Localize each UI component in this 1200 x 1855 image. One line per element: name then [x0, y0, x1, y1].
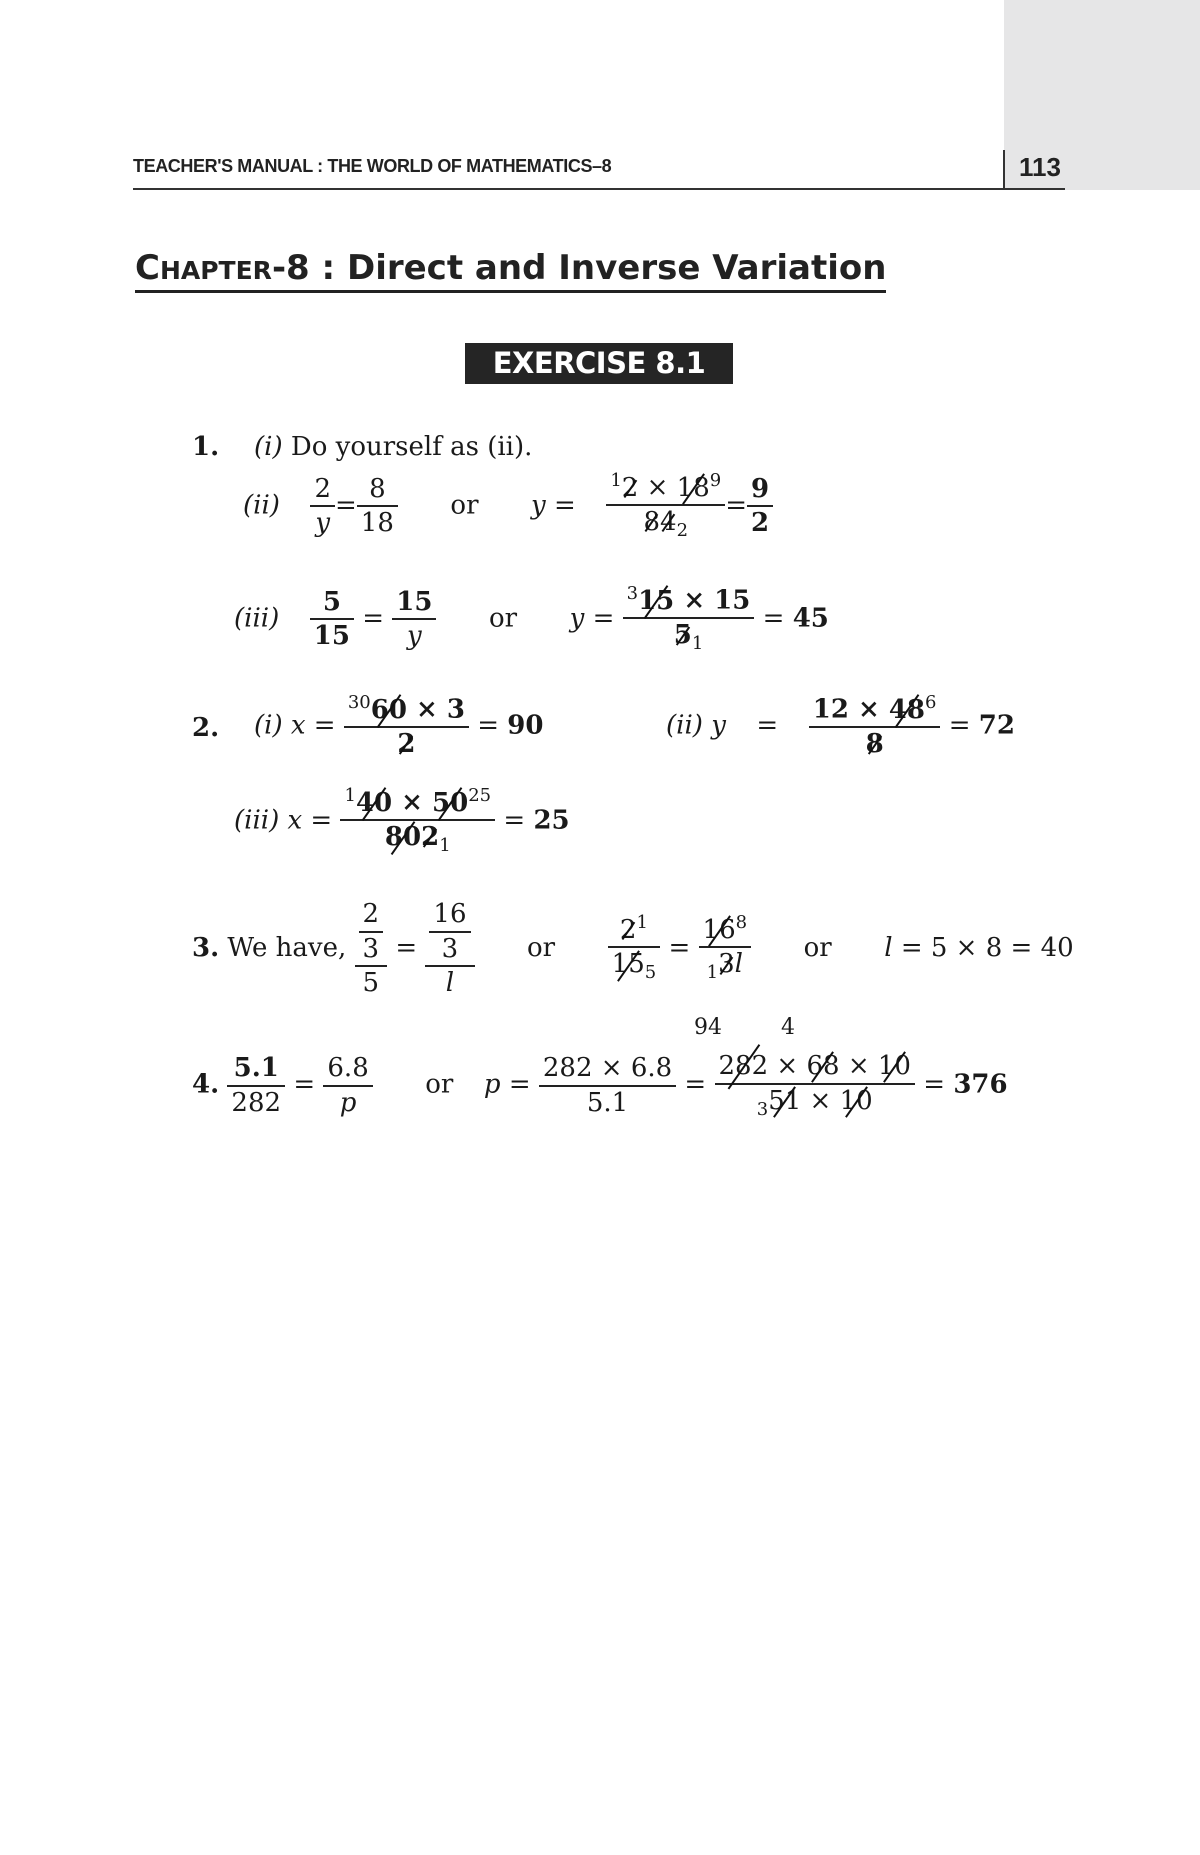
- fraction: $\frac{15}{y}$: [392, 586, 436, 653]
- q1-part-i: [254, 432, 532, 462]
- part-label: (ii): [243, 490, 280, 521]
- cancelled-value: 18: [676, 472, 710, 503]
- question-number-1: 1.: [192, 432, 220, 462]
- q3-line: 3. We have, $\frac{\frac{2}{3}}{5}$ = $\frac{\frac{16}{3}}{l}$ or $\frac{2^1}{15_5}$ = $\frac{16^8}{_13l}$ or l = 5 × 8 = 40: [192, 899, 1074, 998]
- complex-fraction: $\frac{\frac{2}{3}}{5}$: [355, 898, 388, 1000]
- result-value: 90: [507, 710, 544, 741]
- variable: l: [884, 932, 893, 963]
- or-word: or: [450, 490, 479, 521]
- fraction: $\frac{8}{18}$: [357, 473, 398, 540]
- cancel-note: 94: [694, 1015, 722, 1040]
- header-title: TEACHER'S MANUAL : THE WORLD OF MATHEMATICS–8: [133, 156, 612, 176]
- fraction: $\frac{282 \times 68 \times 10}{_351 \times 10}$: [715, 1050, 915, 1121]
- cancelled-value: 2: [421, 822, 440, 853]
- running-header: [133, 150, 1065, 190]
- cancelled-value: 60: [370, 694, 407, 725]
- cancelled-value: 5: [673, 620, 692, 651]
- q1-part-iii: (iii) $\frac{5}{15}$ = $\frac{15}{y}$ or y = $\frac{^315 \times 15}{5_1}$ = 45: [234, 583, 829, 655]
- cancelled-value: 80: [384, 822, 422, 853]
- variable: y: [711, 710, 726, 741]
- cancelled-value: 4: [660, 507, 677, 538]
- variable: y =: [531, 490, 576, 521]
- fraction: $\frac{2}{3}$: [359, 898, 384, 965]
- fraction: $\frac{5}{15}$: [310, 586, 354, 653]
- q2-part-i: (i) x = $\frac{^{30}60 \times 3}{2}$ = 90: [254, 692, 544, 760]
- cancelled-value: 15: [611, 949, 645, 980]
- q1-part-ii: (ii) $\frac{2}{y}$ = $\frac{8}{18}$ or y = $\frac{^12 \times 18^9}{84_2}$ = $\frac{9}{2}$: [243, 470, 773, 543]
- or-word: or: [803, 932, 832, 963]
- q3-intro: We have,: [227, 932, 347, 963]
- fraction: $\frac{^140 \times 50^{25}}{802_1}$: [340, 785, 495, 858]
- part-label: (iii): [234, 603, 280, 634]
- exercise-heading: EXERCISE 8.1: [465, 343, 733, 384]
- fraction: $\frac{16}{3}$: [429, 898, 470, 965]
- complex-fraction: $\frac{\frac{16}{3}}{l}$: [425, 898, 474, 1000]
- fraction: $\frac{^315 \times 15}{5_1}$: [623, 583, 755, 656]
- fraction: $\frac{6.8}{p}$: [323, 1052, 372, 1119]
- part-label: (i): [254, 432, 283, 462]
- question-number-2: 2.: [192, 713, 220, 743]
- page-number: 113: [1003, 150, 1065, 190]
- cancelled-value: 48: [888, 694, 926, 725]
- fraction: $\frac{2}{y}$: [310, 473, 335, 540]
- or-word: or: [489, 603, 518, 634]
- cancel-note: 4: [781, 1015, 795, 1040]
- fraction: $\frac{^{30}60 \times 3}{2}$: [344, 692, 469, 761]
- variable: y =: [569, 603, 615, 634]
- cancelled-value: 2: [397, 729, 416, 760]
- or-word: or: [527, 932, 556, 963]
- chapter-title-text: -8 : Direct and Inverse Variation: [271, 248, 887, 288]
- q4-line: 4. $\frac{5.1}{282}$ = $\frac{6.8}{p}$ or p = $\frac{282 \times 6.8}{5.1}$ = $\frac{282 \times 68 \times 10}{_351 \times 10}$ = 376: [192, 1051, 1008, 1120]
- variable: x =: [287, 805, 333, 836]
- result-value: 376: [953, 1069, 1008, 1100]
- cancelled-value: 10: [877, 1051, 911, 1081]
- part-label: (ii): [666, 710, 703, 741]
- result-value: 25: [533, 805, 570, 836]
- cancelled-value: 282: [718, 1051, 769, 1081]
- cancelled-value: 15: [638, 585, 675, 616]
- question-number-4: 4.: [192, 1069, 220, 1100]
- fraction: $\frac{2^1}{15_5}$: [608, 912, 661, 985]
- fraction: $\frac{282 \times 6.8}{5.1}$: [539, 1052, 676, 1119]
- fraction: $\frac{5.1}{282}$: [227, 1052, 285, 1119]
- result-fraction: $\frac{9}{2}$: [747, 473, 773, 540]
- cancelled-value: 2: [619, 914, 637, 945]
- chapter-title: [135, 248, 886, 293]
- cancelled-value: 68: [806, 1051, 840, 1081]
- cancelled-value: 16: [702, 914, 736, 945]
- q2-part-ii: (ii) y = $\frac{12 \times 48^6}{8}$ = 72: [666, 692, 1015, 760]
- q3-result: = 5 × 8 = 40: [900, 932, 1074, 963]
- part-label: (iii): [234, 805, 280, 836]
- cancelled-value: 50: [432, 787, 469, 818]
- chapter-prefix-smallcaps: HAPTER: [159, 256, 272, 285]
- cancelled-value: 10: [839, 1085, 873, 1116]
- fraction: $\frac{12 \times 48^6}{8}$: [809, 692, 941, 761]
- cancelled-value: 51: [768, 1085, 802, 1116]
- q2-part-iii: (iii) x = $\frac{^140 \times 50^{25}}{802_1}$ = 25: [234, 785, 570, 857]
- variable: x =: [290, 710, 336, 741]
- cancelled-value: 2: [621, 472, 639, 503]
- variable: p =: [483, 1069, 531, 1100]
- chapter-prefix-initial: C: [135, 248, 160, 288]
- fraction: $\frac{16^8}{_13l}$: [699, 912, 752, 985]
- cancelled-value: 40: [355, 787, 393, 818]
- question-number-3: 3.: [192, 932, 220, 963]
- cancelled-value: 8: [643, 507, 661, 538]
- fraction: $\frac{^12 \times 18^9}{84_2}$: [606, 470, 725, 543]
- result-value: 72: [978, 710, 1015, 741]
- result-value: 45: [792, 603, 829, 634]
- cancelled-value: 8: [865, 729, 884, 760]
- part-label: (i): [254, 710, 283, 741]
- or-word: or: [425, 1069, 454, 1100]
- q1-part-i-text: Do yourself as (ii).: [290, 432, 533, 462]
- cancelled-value: 3: [718, 949, 735, 980]
